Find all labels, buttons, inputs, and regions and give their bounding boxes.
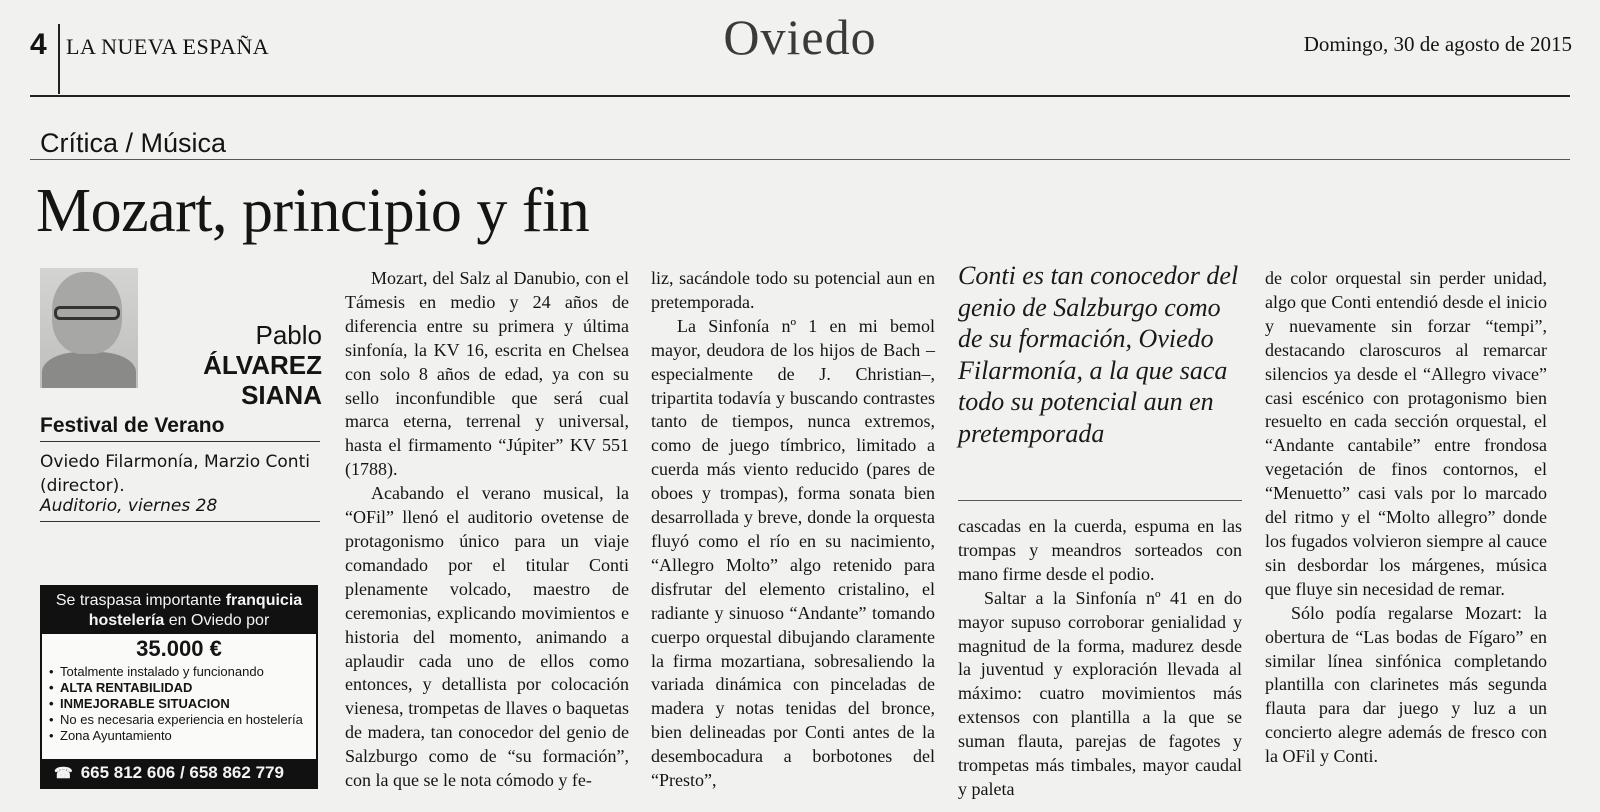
author-first-name: Pablo bbox=[255, 320, 322, 350]
ad-heading bbox=[42, 587, 316, 634]
ad-feature-item: • ALTA RENTABILIDAD bbox=[60, 680, 310, 696]
article-paragraph: liz, sacándole todo su potencial aun en pretemporada. bbox=[651, 268, 935, 312]
event-place: Auditorio, viernes 28 bbox=[40, 496, 218, 516]
article-paragraph: Mozart, del Salz al Danubio, con el Támesis en medio y 24 años de diferencia entre su primera y última sinfonía, la KV 16, escrita en Chelsea con solo 8 años de edad, ya con su sello inconfundible que será cual marca eterna, terrenal y universal, hasta el firmamento “Júpiter” KV 551 (1788). bbox=[345, 268, 629, 480]
author-photo-shoulders bbox=[42, 352, 136, 388]
article-column-2 bbox=[651, 267, 935, 793]
article-headline: Mozart, principio y fin bbox=[36, 177, 590, 245]
phone-icon: ☎ bbox=[54, 765, 73, 782]
newspaper-name: LA NUEVA ESPAÑA bbox=[66, 34, 270, 59]
article-column-3 bbox=[958, 515, 1242, 802]
author-photo-glasses bbox=[54, 306, 120, 320]
classified-ad bbox=[40, 585, 318, 789]
article-paragraph: Sólo podía regalarse Mozart: la obertura de “Las bodas de Fígaro” en similar línea sinfónica completando plantilla con clarinetes más segunda flauta para dar juego y luz a un concierto alegre además de fresco con la OFil y Conti. bbox=[1265, 602, 1547, 767]
section-rule bbox=[30, 159, 1570, 160]
event-performers: Oviedo Filarmonía, Marzio Conti (director). bbox=[40, 452, 310, 496]
article-paragraph: cascadas en la cuerda, espuma en las trompas y meandros sorteados con mano firme desde el podio. bbox=[958, 516, 1242, 584]
header-rule bbox=[30, 95, 1570, 97]
ad-heading-text-1: Se traspasa importante bbox=[55, 592, 226, 609]
pull-quote: Conti es tan conocedor del genio de Salzburgo como de su formación, Oviedo Filarmonía, a la que saca todo su potencial aun en pretemporada bbox=[958, 261, 1239, 448]
event-rule-top bbox=[40, 441, 320, 442]
issue-date: Domingo, 30 de agosto de 2015 bbox=[1303, 32, 1572, 56]
ad-feature-item: • Totalmente instalado y funcionando bbox=[60, 664, 310, 680]
ad-feature-item: • No es necesaria experiencia en hostelería bbox=[60, 712, 310, 728]
article-paragraph: La Sinfonía nº 1 en mi bemol mayor, deudora de los hijos de Bach –especialmente de J. Christian–, tripartita todavía y buscando contrastes tanto de tiempos, nunca extremos, como de juego tímbrico, limitado a cuerda más viento reducido (pares de oboes y trompas), forma sonata bien desarrollada y breve, donde la orquesta fluyó como el río en su nacimiento, “Allegro Molto” algo retenido para disfrutar del elemento cristalino, el radiante y sinuoso “Andante” tomando cuerpo orquestal dibujando claramente la firma mozartiana, sobresaliendo la variada dinámica con pinceladas de madera y notas tenidas del bronce, bien delineadas por Conti antes de la desembocadura a borbotones del “Presto”, bbox=[651, 315, 935, 791]
ad-phone-bar bbox=[42, 759, 316, 787]
author-last-name-2: SIANA bbox=[241, 380, 322, 410]
section-title: Oviedo bbox=[723, 9, 877, 65]
ad-price: 35.000 € bbox=[136, 636, 222, 661]
ad-phone-numbers: 665 812 606 / 658 862 779 bbox=[80, 763, 284, 782]
author-last-name-1: ÁLVAREZ bbox=[203, 350, 322, 380]
article-paragraph: de color orquestal sin perder unidad, algo que Conti entendió desde el inicio y nuevamente sin forzar “tempi”, destacando claroscuros al remarcar silencios ya desde el “Allegro vivace” casi escénico con protagonismo bien resuelto en cada sección orquestal, el “Andante cantabile” entre frondosa vegetación de finos contornos, el “Menuetto” casi vals por lo marcado del ritmo y el “Molto allegro” donde los fugados volvieron siempre al cauce sin desbordar los márgenes, música que fluye sin necesidad de remar. bbox=[1265, 268, 1547, 599]
article-paragraph: Saltar a la Sinfonía nº 41 en do mayor supuso corroborar genialidad y magnitud de la forma, madurez desde la juventud y exploración llevada al máximo: cuatro movimientos más extensos con plantilla a la que se suman flauta, parejas de fagotes y trompetas más timbales, mayor caudal y paleta bbox=[958, 587, 1242, 799]
article-column-4 bbox=[1265, 267, 1547, 769]
ad-heading-text-2: en Oviedo por bbox=[164, 612, 270, 629]
ad-feature-item: • INMEJORABLE SITUACION bbox=[60, 696, 310, 712]
ad-heading-bold-1: franquicia bbox=[225, 592, 303, 609]
ad-feature-list bbox=[42, 664, 316, 744]
page-number: 4 bbox=[30, 28, 47, 61]
article-column-1 bbox=[345, 267, 629, 793]
author-photo bbox=[40, 268, 138, 388]
ad-feature-item: • Zona Ayuntamiento bbox=[60, 728, 310, 744]
article-paragraph: Acabando el verano musical, la “OFil” llenó el auditorio ovetense de protagonismo único para un viaje comandado por el titular Conti plenamente volcado, maestro de ceremonias, explicando movimientos e historia del momento, animando a aplaudir cada uno de ellos como entonces, y detallista por colocación vienesa, trompetas de llaves o baquetas de madera, tan conocedor del genio de Salzburgo como de “su formación”, con la que se le nota cómodo y fe- bbox=[345, 483, 629, 791]
event-title: Festival de Verano bbox=[40, 414, 225, 437]
pull-quote-rule bbox=[958, 500, 1242, 501]
ad-heading-bold-2: hostelería bbox=[88, 612, 165, 629]
author-byline bbox=[146, 320, 322, 410]
event-rule-bottom bbox=[40, 521, 320, 522]
article-category: Crítica / Música bbox=[40, 128, 227, 158]
